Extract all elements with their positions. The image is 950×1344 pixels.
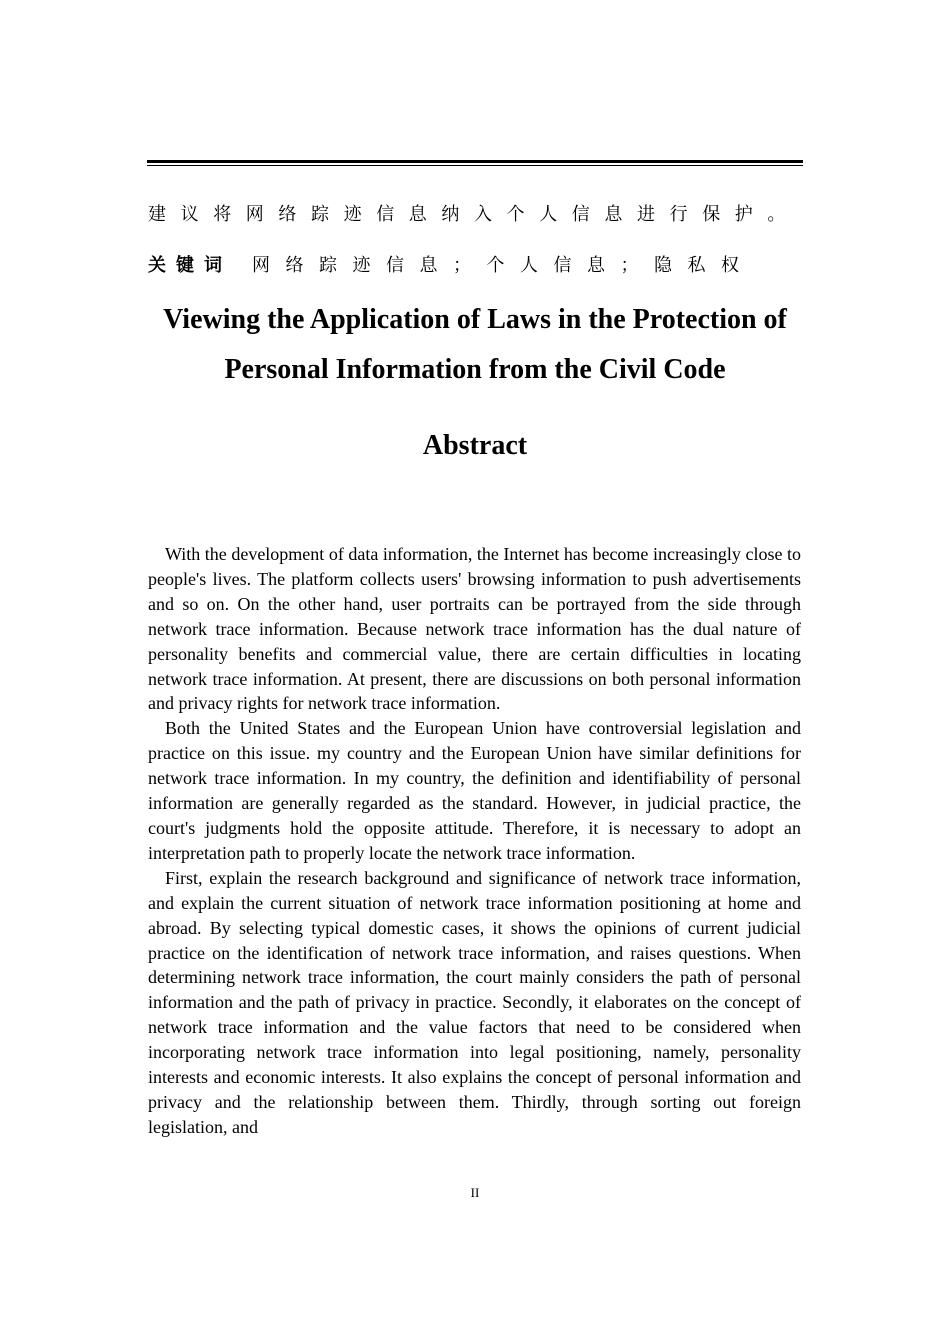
abstract-paragraph-3: First, explain the research background and significance of network trace information, and explain the current situation of network trace information positioning at home and abroad. By selecting typical domestic cases, it shows the opinions of current judicial practice on the identification of network trace information, and raises questions. When determining network trace information, the court mainly considers the path of personal information and the path of privacy in practice. Secondly, it elaborates on the concept of network trace information and the value factors that need to be considered when incorporating network trace information into legal positioning, namely, personality interests and economic interests. It also explains the concept of personal information and privacy and the relationship between them. Thirdly, through sorting out foreign legislation, and: [148, 867, 801, 1137]
title-line-2: Personal Information from the Civil Code: [224, 354, 726, 385]
header-rule-thin: [147, 165, 803, 166]
keywords-label: 关键词: [148, 255, 232, 276]
header-rule-thick: [147, 160, 803, 163]
chinese-abstract-last-line: 建议将网络踪迹信息纳入个人信息进行保护。: [148, 204, 800, 225]
chinese-keywords: [148, 251, 755, 277]
keywords-text: 网络踪迹信息；个人信息；隐私权: [252, 255, 755, 276]
abstract-paragraph-2: Both the United States and the European Union have controversial legislation and practice on this issue. my country and the European Union have similar definitions for network trace information. In my country, the definition and identifiability of personal information are generally regarded as the standard. However, in judicial practice, the court's judgments hold the opposite attitude. Therefore, it is necessary to adopt an interpretation path to properly locate the network trace information.: [148, 718, 801, 863]
abstract-heading: Abstract: [422, 430, 528, 461]
paper-title: [148, 295, 802, 395]
abstract-paragraph-1: With the development of data information, the Internet has become increasingly close to people's lives. The platform collects users' browsing information to push advertisements and so on. On the other hand, user portraits can be portrayed from the side through network trace information. Because network trace information has the dual nature of personality benefits and commercial value, there are certain difficulties in locating network trace information. At present, there are discussions on both personal information and privacy rights for network trace information.: [148, 544, 801, 714]
title-line-1: Viewing the Application of Laws in the Protection of: [163, 304, 787, 335]
page-number: II: [470, 1185, 480, 1200]
abstract-body: [148, 542, 801, 1140]
